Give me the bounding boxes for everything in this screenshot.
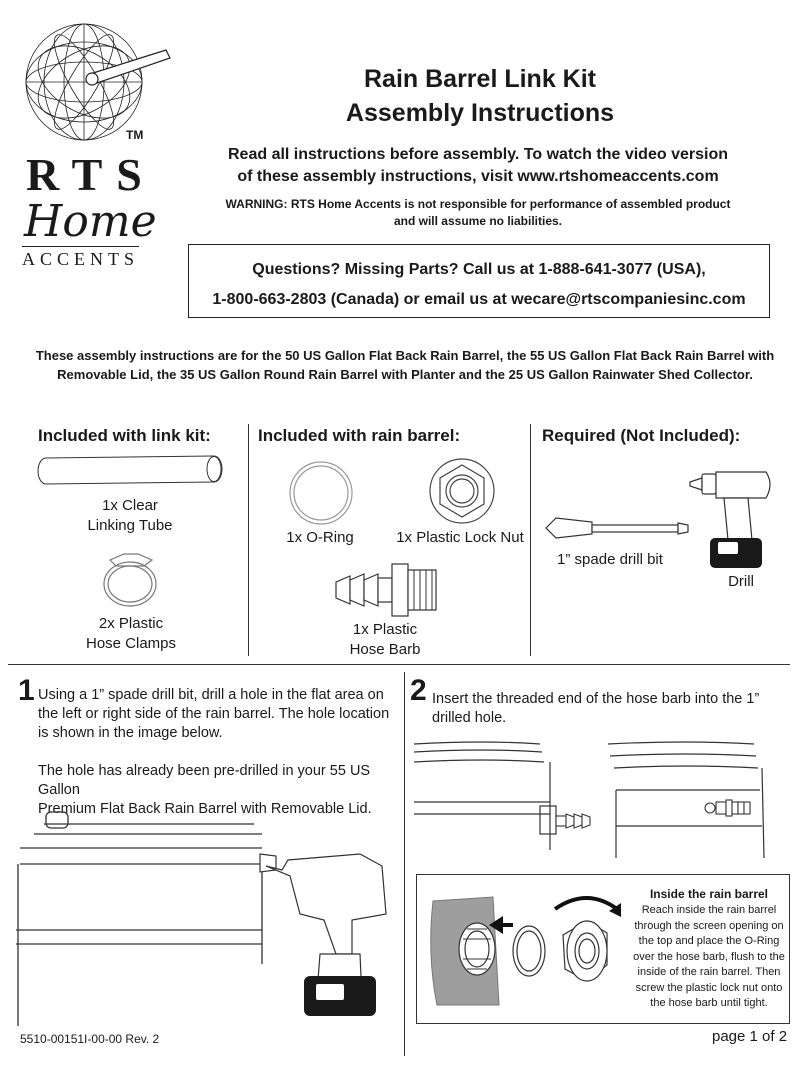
- callout-line: over the hose barb, flush to the: [633, 950, 785, 963]
- step-1-number: 1: [18, 674, 35, 707]
- divider: [404, 672, 405, 1056]
- step-line: is shown in the image below.: [38, 725, 223, 741]
- o-ring-lock-nut-diagram: [423, 885, 623, 1013]
- intro-line: These assembly instructions are for the 50 US Gallon Flat Back Rain Barrel, the 55 US Gallon Flat Back Rain Barrel with: [35, 348, 775, 363]
- required-heading: Required (Not Included):: [542, 426, 741, 445]
- tube-label: [60, 496, 200, 536]
- section-rule: [8, 664, 790, 665]
- callout-line: the hose barb until tight.: [650, 997, 768, 1009]
- page-number: page 1 of 2: [712, 1028, 788, 1045]
- label-line: Linking Tube: [87, 517, 173, 534]
- globe-logo-icon: [14, 20, 174, 145]
- read-all-notice: [200, 144, 756, 188]
- step-line: the left or right side of the rain barrel. The hole location: [38, 706, 390, 722]
- step-line: Using a 1” spade drill bit, drill a hole in the flat area on: [38, 687, 384, 703]
- read-all-line: of these assembly instructions, visit www.rtshomeaccents.com: [237, 168, 719, 185]
- read-all-line: Read all instructions before assembly. To watch the video version: [228, 146, 728, 163]
- intro-line: Removable Lid, the 35 US Gallon Round Rain Barrel with Planter and the 25 US Gallon Rainwater Shed Collector.: [57, 367, 753, 382]
- warning-line: and will assume no liabilities.: [393, 214, 563, 228]
- barrel-side-hose-barb-illustration: [414, 738, 600, 858]
- title-line: Rain Barrel Link Kit: [364, 65, 596, 93]
- label-line: 1x Clear: [102, 497, 158, 514]
- trademark-mark: TM: [126, 128, 144, 142]
- o-ring-icon: [286, 458, 356, 528]
- barrel-drilling-illustration: [10, 804, 400, 1032]
- drill-icon: [688, 468, 778, 572]
- brand-script: Home: [24, 196, 157, 247]
- label-line: 1x Plastic: [352, 621, 418, 638]
- spade-bit-label: 1” spade drill bit: [557, 551, 663, 568]
- contact-line: Questions? Missing Parts? Call us at 1-888-641-3077 (USA),: [252, 261, 706, 278]
- title-line: Assembly Instructions: [345, 99, 615, 127]
- callout-line: Reach inside the rain barrel: [641, 904, 777, 916]
- callout-line: through the screen opening on: [634, 919, 784, 932]
- label-line: Hose Barb: [349, 641, 421, 658]
- link-kit-heading: Included with link kit:: [38, 426, 211, 445]
- callout-title: Inside the rain barrel: [649, 887, 769, 901]
- rain-barrel-heading: Included with rain barrel:: [258, 426, 461, 445]
- warning-line: WARNING: RTS Home Accents is not responsible for performance of assembled product: [225, 197, 731, 211]
- hose-clamp-icon: [96, 550, 166, 610]
- step-line: Premium Flat Back Rain Barrel with Removable Lid.: [38, 801, 372, 817]
- callout-line: screw the plastic lock nut onto: [635, 981, 783, 994]
- barrel-front-hose-barb-illustration: [606, 738, 786, 862]
- step-line: Insert the threaded end of the hose barb into the 1”: [432, 691, 760, 707]
- drill-label: Drill: [728, 573, 754, 590]
- lock-nut-icon: [426, 456, 498, 526]
- callout-body: [631, 903, 787, 1012]
- o-ring-label: 1x O-Ring: [286, 529, 354, 546]
- spade-drill-bit-icon: [542, 510, 692, 546]
- callout-line: inside of the rain barrel. Then: [637, 966, 781, 978]
- intro-paragraph: [20, 346, 790, 384]
- callout-line: the top and place the O-Ring: [638, 935, 780, 947]
- lock-nut-label: 1x Plastic Lock Nut: [396, 529, 524, 546]
- label-line: 2x Plastic: [98, 615, 164, 632]
- label-line: Hose Clamps: [85, 635, 177, 652]
- divider: [248, 424, 249, 656]
- step-1-text: [38, 686, 398, 743]
- clamps-label: [56, 614, 206, 654]
- step-2-text: [432, 690, 792, 728]
- document-code: 5510-00151I-00-00 Rev. 2: [20, 1032, 160, 1046]
- step-line: drilled hole.: [432, 710, 507, 726]
- contact-box: [188, 244, 770, 318]
- step-2-number: 2: [410, 674, 427, 707]
- warning-notice: [200, 196, 756, 230]
- page-title: [270, 62, 690, 130]
- hose-barb-icon: [330, 560, 440, 620]
- linking-tube-icon: [36, 452, 224, 488]
- contact-text: [189, 255, 769, 315]
- brand-name: RTS: [26, 149, 156, 200]
- step-line: The hole has already been pre-drilled in your 55 US Gallon: [38, 763, 371, 798]
- brand-accents: ACCENTS: [22, 246, 139, 270]
- hose-barb-label: [330, 620, 440, 660]
- inside-barrel-callout: [416, 874, 790, 1024]
- contact-line: 1-800-663-2803 (Canada) or email us at wecare@rtscompaniesinc.com: [212, 291, 746, 308]
